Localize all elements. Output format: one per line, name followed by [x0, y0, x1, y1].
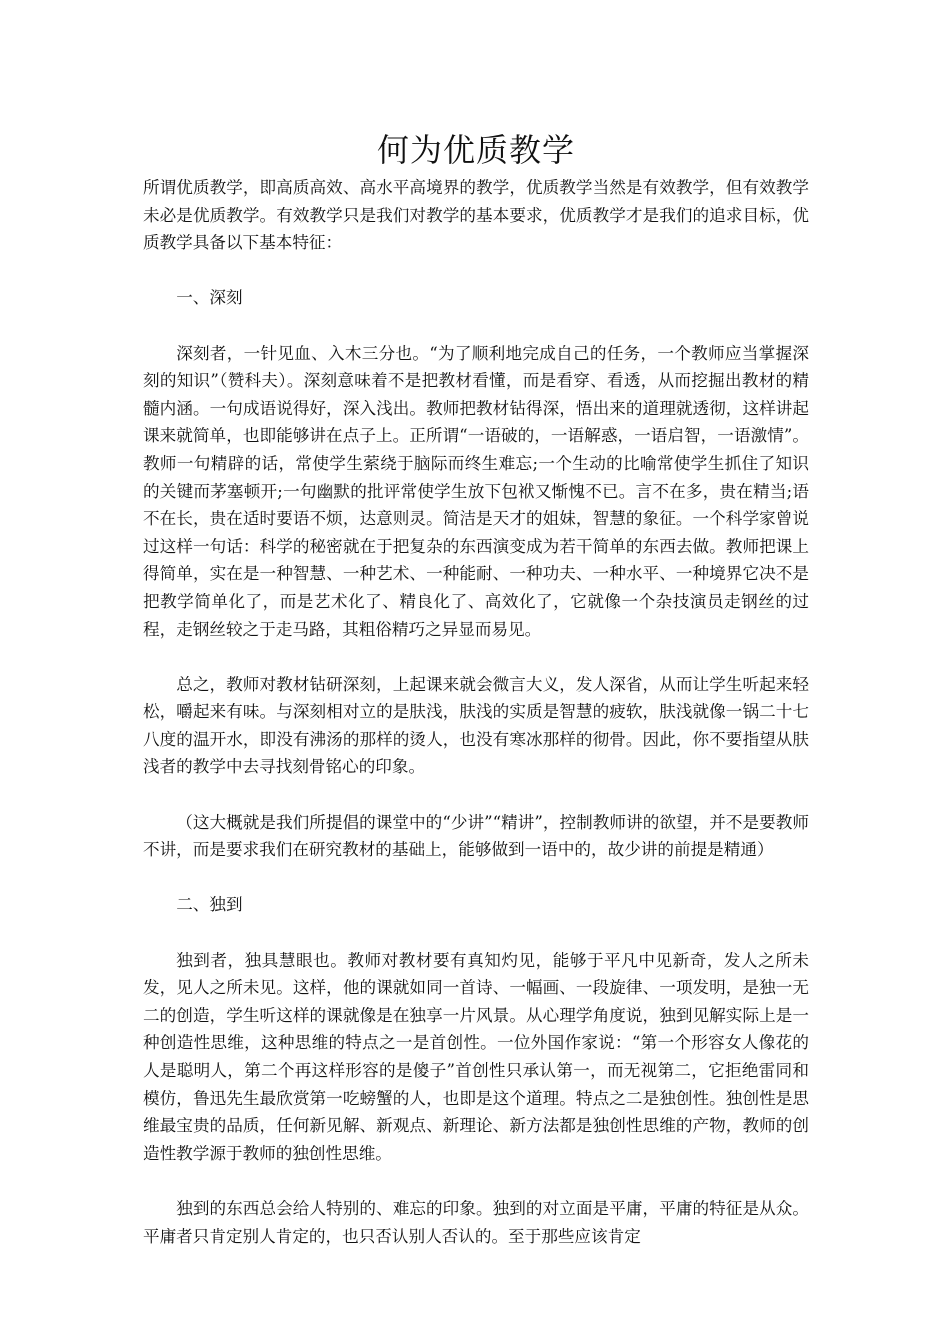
body-paragraph: 总之，教师对教材钻研深刻，上起课来就会微言大义，发人深省，从而让学生听起来轻松，嚼起来有味。与深刻相对立的是肤浅，肤浅的实质是智慧的疲软，肤浅就像一锅二十七八度的温开水，即没有沸汤的那样的烫人，也没有寒冰那样的彻骨。因此，你不要指望从肤浅者的教学中去寻找刻骨铭心的印象。 [143, 674, 809, 777]
document-page [143, 128, 809, 1250]
section-heading-1: 一、深刻 [176, 288, 243, 308]
section-heading-2: 二、独到 [176, 895, 243, 915]
document-title: 何为优质教学 [376, 131, 575, 169]
body-paragraph: 独到的东西总会给人特别的、难忘的印象。独到的对立面是平庸，平庸的特征是从众。平庸者只肯定别人肯定的，也只否认别人否认的。至于那些应该肯定 [143, 1198, 809, 1246]
intro-paragraph: 所谓优质教学，即高质高效、高水平高境界的教学，优质教学当然是有效教学，但有效教学未必是优质教学。有效教学只是我们对教学的基本要求，优质教学才是我们的追求目标，优质教学具备以下基本特征： [143, 178, 809, 253]
note-paragraph: （这大概就是我们所提倡的课堂中的“少讲”“精讲”，控制教师讲的欲望，并不是要教师不讲，而是要求我们在研究教材的基础上，能够做到一语中的，故少讲的前提是精通） [143, 812, 809, 860]
body-paragraph: 深刻者，一针见血、入木三分也。“为了顺利地完成自己的任务，一个教师应当掌握深刻的知识”（赞科夫）。深刻意味着不是把教材看懂，而是看穿、看透，从而挖掘出教材的精髓内涵。一句成语说得好，深入浅出。教师把教材钻得深，悟出来的道理就透彻，这样讲起课来就简单，也即能够讲在点子上。正所谓“一语破的，一语解惑，一语启智，一语激情”。教师一句精辟的话，常使学生萦绕于脑际而终生难忘;一个生动的比喻常使学生抓住了知识的关键而茅塞顿开;一句幽默的批评常使学生放下包袱又惭愧不已。言不在多，贵在精当;语不在长，贵在适时要语不烦，达意则灵。简洁是天才的姐妹，智慧的象征。一个科学家曾说过这样一句话：科学的秘密就在于把复杂的东西演变成为若干简单的东西去做。教师把课上得简单，实在是一种智慧、一种艺术、一种能耐、一种功夫、一种水平、一种境界它决不是把教学简单化了，而是艺术化了、精良化了、高效化了，它就像一个杂技演员走钢丝的过程，走钢丝较之于走马路，其粗俗精巧之异显而易见。 [143, 343, 809, 639]
body-paragraph: 独到者，独具慧眼也。教师对教材要有真知灼见，能够于平凡中见新奇，发人之所未发，见人之所未见。这样，他的课就如同一首诗、一幅画、一段旋律、一项发明，是独一无二的创造，学生听这样的课就像是在独享一片风景。从心理学角度说，独到见解实际上是一种创造性思维，这种思维的特点之一是首创性。一位外国作家说：“第一个形容女人像花的人是聪明人，第二个再这样形容的是傻子”首创性只承认第一，而无视第二，它拒绝雷同和模仿，鲁迅先生最欣赏第一吃螃蟹的人，也即是这个道理。特点之二是独创性。独创性是思维最宝贵的品质，任何新见解、新观点、新理论、新方法都是独创性思维的产物，教师的创造性教学源于教师的独创性思维。 [143, 950, 809, 1163]
